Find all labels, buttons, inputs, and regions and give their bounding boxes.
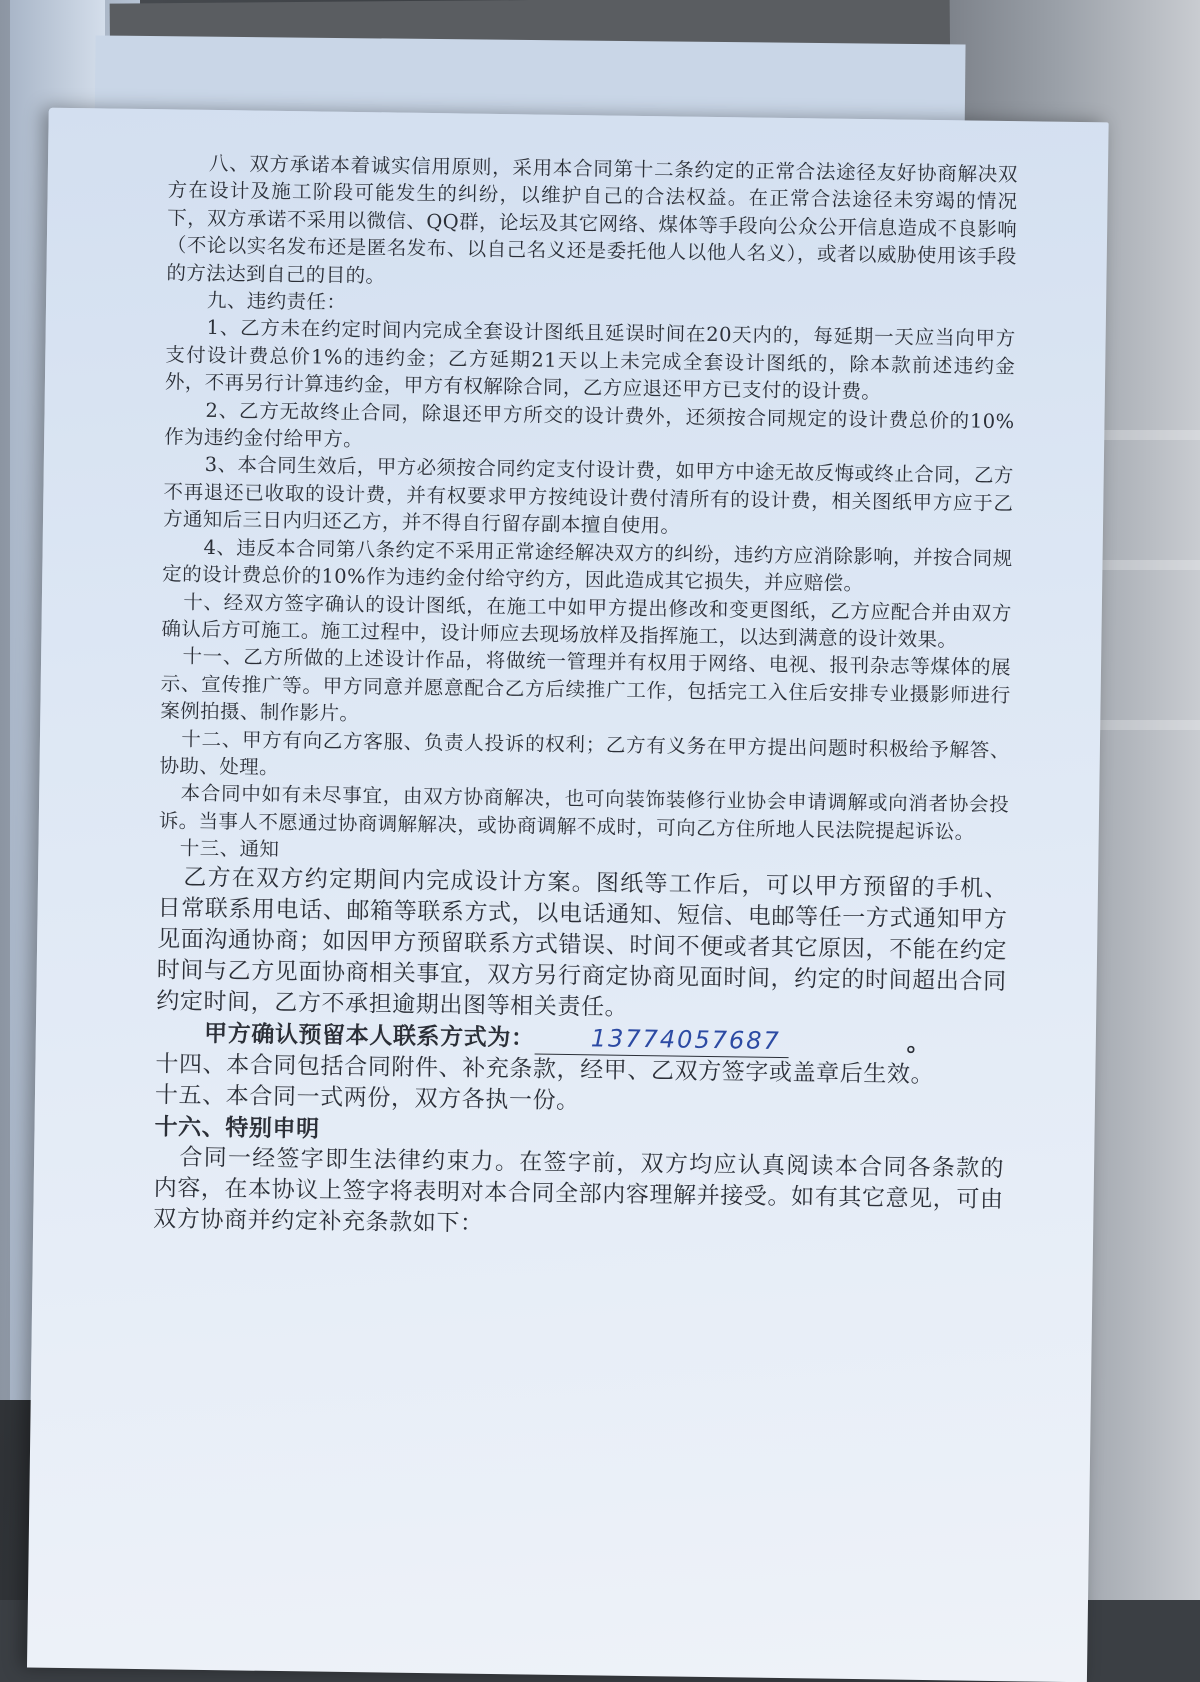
clause-14: 十四、本合同包括合同附件、补充条款，经甲、乙双方签字或盖章后生效。 [155,1050,935,1088]
clause-15: 十五、本合同一式两份，双方各执一份。 [154,1081,580,1114]
clause-9-item-4: 4、违反本合同第八条约定不采用正常途经解决双方的纠纷，违约方应消除影响，并按合同规定的设计费总价的10%作为违约金付给守约方，因此造成其它损失，并应赔偿。 [162,535,1013,596]
clause-12: 十二、甲方有向乙方客服、负责人投诉的权利；乙方有义务在甲方提出问题时积极给予解答、协助、处理。 [159,727,1011,779]
contact-label: 甲方确认预留本人联系方式为： [203,1019,535,1052]
contract-text [153,149,1018,1246]
clause-16-heading: 十六、特别申明 [154,1112,320,1143]
clause-10: 十、经双方签字确认的设计图纸，在施工中如甲方提出修改和变更图纸，乙方应配合并由双方确认后方可施工。施工过程中，设计师应去现场放样及指挥施工，以达到满意的设计效果。 [161,590,1012,652]
clause-9-item-2: 2、乙方无故终止合同，除退还甲方所交的设计费外，还须按合同规定的设计费总价的10%作为违约金付给甲方。 [164,398,1015,452]
clause-9-heading: 九、违约责任： [206,288,347,314]
contact-end: 。 [906,1029,931,1057]
clause-13-body: 乙方在双方约定期间内完成设计方案。图纸等工作后，可以甲方预留的手机、日常联系用电话、邮箱等联系方式，以电话通知、短信、电邮等任一方式通知甲方见面沟通协商；如因甲方预留联系方式错误、时间不便或者其它原因，不能在约定时间与乙方见面协商相关事宜，双方另行商定协商见面时间，约定的时间超出合同约定时间，乙方不承担逾期出图等相关责任。 [156,864,1009,1021]
clause-9-item-1: 1、乙方未在约定时间内完成全套设计图纸且延误时间在20天内的，每延期一天应当向甲方支付设计费总价1%的违约金；乙方延期21天以上未完成全套设计图纸的，除本款前述违约金外，不再另行计算违约金，甲方有权解除合同，乙方应退还甲方已支付的设计费。 [164,316,1016,404]
clause-8: 八、双方承诺本着诚实信用原则，采用本合同第十二条约定的正常合法途径友好协商解决双方在设计及施工阶段可能发生的纠纷，以维护自己的合法权益。在正常合法途径未穷竭的情况下，双方承诺不采用以微信、QQ群，论坛及其它网络、煤体等手段向公众公开信息造成不良影响（不论以实名发布还是匿名发布、以自己名义还是委托他人以他人名义），或者以威胁使用该手段的方法达到自己的目的。 [166,151,1019,288]
clause-16-body: 合同一经签字即生法律约束力。在签字前，双方均应认真阅读本合同各条款的内容，在本协议上签字将表明对本合同全部内容理解并接受。如有其它意见，可由双方协商并约定补充条款如下： [153,1144,1005,1237]
contact-phone-handwritten: 13774057687 [534,1022,789,1058]
clause-13-heading: 十三、通知 [179,836,280,862]
dispute-resolution: 本合同中如有未尽事宜，由双方协商解决，也可向装饰装修行业协会申请调解或向消者协会投诉。当事人不愿通过协商调解解决，或协商调解不成时，可向乙方住所地人民法院提起诉讼。 [158,781,1010,844]
clause-9-item-3: 3、本合同生效后，甲方必须按合同约定支付设计费，如甲方中途无故反悔或终止合同，乙方不再退还已收取的设计费，并有权要求甲方按纯设计费付清所有的设计费，相关图纸甲方应于乙方通知后三日内归还乙方，并不得自行留存副本擅自使用。 [162,453,1014,538]
clause-11: 十一、乙方所做的上述设计作品，将做统一管理并有权用于网络、电视、报刊杂志等煤体的展示、宣传推广等。甲方同意并愿意配合乙方后续推广工作，包括完工入住后安排专业摄影师进行案例拍摄、制作影片。 [160,644,1012,726]
contract-page [27,108,1109,1682]
